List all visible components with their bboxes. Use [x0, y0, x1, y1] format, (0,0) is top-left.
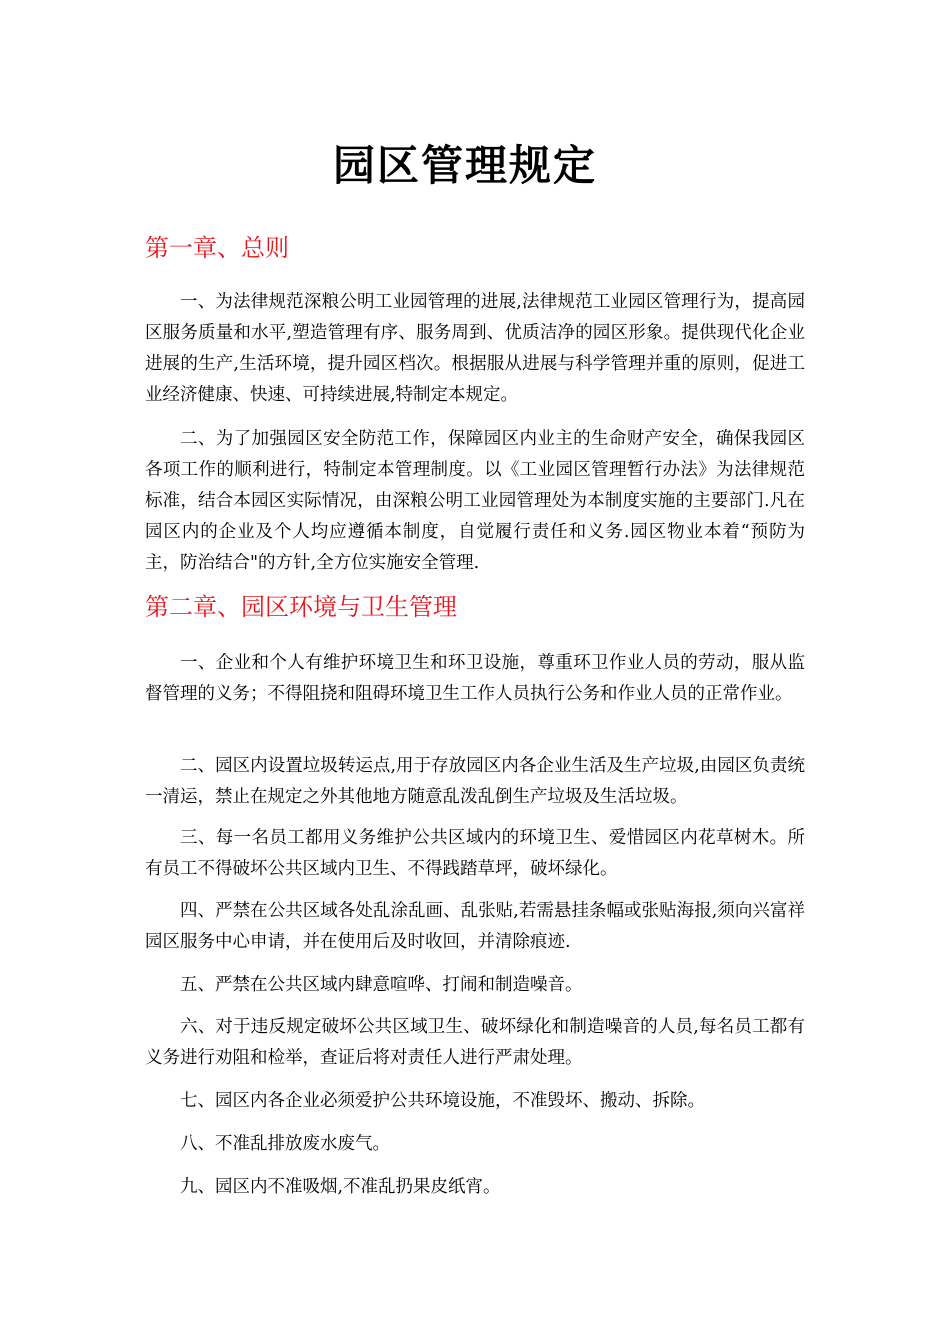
chapter-heading-2: 第二章、园区环境与卫生管理 [145, 593, 457, 621]
document-title: 园区管理规定 [332, 141, 597, 190]
chapter-1-paragraph-1: 一、为法律规范深粮公明工业园管理的进展,法律规范工业园区管理行为，提高园区服务质量和水平,塑造管理有序、服务周到、优质洁净的园区形象。提供现代化企业进展的生产,生活环境，提升园区档次。根据服从进展与科学管理并重的原则，促进工业经济健康、快速、可持续进展,特制定本规定。 [145, 292, 805, 405]
chapter-2-paragraph-2: 二、园区内设置垃圾转运点,用于存放园区内各企业生活及生产垃圾,由园区负责统一清运，禁止在规定之外其他地方随意乱泼乱倒生产垃圾及生活垃圾。 [145, 756, 805, 807]
chapter-heading-1: 第一章、总则 [145, 234, 289, 262]
chapter-2-paragraph-5: 五、严禁在公共区域内肆意喧哗、打闹和制造噪音。 [180, 975, 583, 995]
chapter-2-paragraph-6: 六、对于违反规定破坏公共区域卫生、破坏绿化和制造噪音的人员,每名员工都有义务进行劝阻和检举，查证后将对责任人进行严肃处理。 [145, 1017, 805, 1068]
chapter-1-paragraph-2: 二、为了加强园区安全防范工作，保障园区内业主的生命财产安全，确保我园区各项工作的顺利进行，特制定本管理制度。以《工业园区管理暂行办法》为法律规范标准，结合本园区实际情况，由深粮公明工业园管理处为本制度实施的主要部门.凡在园区内的企业及个人均应遵循本制度，自觉履行责任和义务.园区物业本着“预防为主，防治结合"的方针,全方位实施安全管理. [145, 429, 805, 573]
chapter-2-paragraph-3: 三、每一名员工都用义务维护公共区域内的环境卫生、爱惜园区内花草树木。所有员工不得破坏公共区域内卫生、不得践踏草坪，破坏绿化。 [145, 828, 805, 879]
chapter-2-paragraph-4: 四、严禁在公共区域各处乱涂乱画、乱张贴,若需悬挂条幅或张贴海报,须向兴富祥园区服务中心申请，并在使用后及时收回，并清除痕迹. [145, 901, 805, 952]
chapter-2-paragraph-8: 八、不准乱排放废水废气。 [180, 1134, 390, 1154]
chapter-2-paragraph-1: 一、企业和个人有维护环境卫生和环卫设施，尊重环卫作业人员的劳动，服从监督管理的义务；不得阻挠和阻碍环境卫生工作人员执行公务和作业人员的正常作业。 [145, 653, 805, 704]
chapter-2-paragraph-9: 九、园区内不准吸烟,不准乱扔果皮纸宵。 [180, 1177, 501, 1197]
chapter-2-paragraph-7: 七、园区内各企业必须爱护公共环境设施，不准毁坏、搬动、拆除。 [180, 1091, 705, 1111]
